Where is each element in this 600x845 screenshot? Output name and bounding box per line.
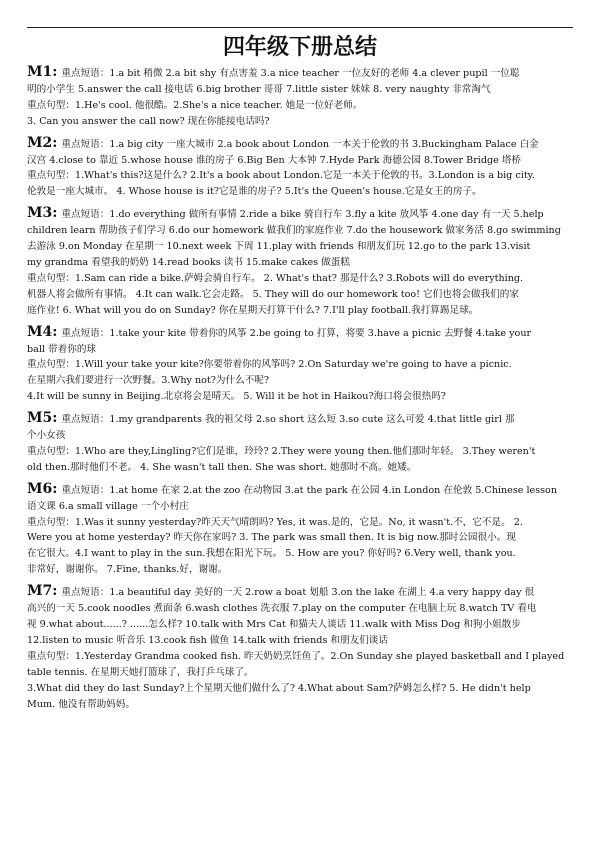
text-line: [27, 499, 573, 515]
text-line: [27, 342, 573, 358]
line-text: 重点句型：1.Yesterday Grandma cooked fish. 昨天奶奶烹饪鱼了。2.On Sunday she played basketball and I played: [27, 650, 565, 662]
line-text: 重点短语：1.a beautiful day 美好的一天 2.row a boat 划船 3.on the lake 在湖上 4.a very happy day 很: [61, 587, 535, 599]
text-line: [27, 325, 573, 342]
text-line: [27, 255, 573, 271]
line-text: 重点短语：1.at home 在家 2.at the zoo 在动物园 3.at the park 在公园 4.in London 在伦敦 5.Chinese lesson: [61, 484, 558, 496]
text-line: [27, 665, 573, 681]
text-line: [27, 271, 573, 287]
line-text: 汉宫 4.close to 靠近 5.whose house 谁的房子 6.Big Ben 大本钟 7.Hyde Park 海德公园 8.Tower Bridge 塔桥: [27, 154, 522, 166]
line-text: 高兴的一天 5.cook noodles 煮面条 6.wash clothes 洗衣服 7.play on the computer 在电脑上玩 8.watch TV 看电: [27, 603, 537, 615]
text-line: [27, 601, 573, 617]
text-line: [27, 697, 573, 713]
text-line: [27, 153, 573, 169]
line-text: Were you at home yesterday? 昨天你在家吗? 3. The park was small then. It is big now.那时公园很小。现: [27, 532, 516, 544]
text-line: [27, 428, 573, 444]
line-text: children learn 帮助孩子们学习 6.do our homework 做我们的家庭作业 7.do the housework 做家务活 8.go swimming: [27, 225, 561, 237]
section-m2: [27, 136, 573, 201]
line-text: 4.It will be sunny in Beijing.北京将会是晴天。 5. Will it be hot in Haikou?海口将会很热吗?: [27, 391, 446, 403]
sections-container: [27, 65, 573, 712]
section-m3: [27, 206, 573, 318]
line-text: 重点短语：1.a big city 一座大城市 2.a book about London 一本关于伦敦的书 3.Buckingham Palace 白金: [61, 138, 539, 150]
line-text: ball 带着你的球: [27, 343, 97, 355]
text-line: [27, 303, 573, 319]
text-line: [27, 562, 573, 578]
section-m5: [27, 411, 573, 476]
text-line: [27, 633, 573, 649]
text-line: [27, 649, 573, 665]
line-text: 语文课 6.a small village 一个小村庄: [27, 500, 189, 512]
line-text: 3. Can you answer the call now? 现在你能接电话吗?: [27, 115, 270, 127]
line-text: 重点句型：1.He's cool. 他很酷。2.She's a nice teacher. 她是一位好老师。: [27, 99, 363, 111]
module-heading: M2:: [27, 135, 58, 151]
section-m4: [27, 325, 573, 406]
text-line: [27, 460, 573, 476]
text-line: [27, 168, 573, 184]
section-m7: [27, 584, 573, 712]
text-line: [27, 184, 573, 200]
text-line: [27, 546, 573, 562]
line-text: 个小女孩: [27, 430, 66, 442]
text-line: [27, 98, 573, 114]
page-title: 四年级下册总结: [222, 35, 377, 60]
line-text: old then.那时他们不老。 4. She wasn't tall then. She was short. 她那时不高。她矮。: [27, 461, 417, 473]
line-text: 庭作业! 6. What will you do on Sunday? 你在星期天打算干什么? 7.I'll play football.我打算踢足球。: [27, 304, 479, 316]
line-text: 重点短语：1.my grandparents 我的祖父母 2.so short 这么短 3.so cute 这么可爱 4.that little girl 那: [61, 414, 515, 426]
text-line: [27, 82, 573, 98]
text-line: [27, 136, 573, 153]
line-text: 视 9.what about......? ......怎么样? 10.talk with Mrs Cat 和猫夫人谈话 11.walk with Miss Dog 和狗小姐散步: [27, 619, 521, 630]
text-line: [27, 482, 573, 499]
text-line: [27, 223, 573, 239]
text-line: [27, 681, 573, 697]
text-line: [27, 65, 573, 82]
line-text: 去游泳 9.on Monday 在星期一 10.next week 下周 11.play with friends 和朋友们玩 12.go to the park 13.visit: [27, 241, 531, 253]
text-line: [27, 584, 573, 601]
line-text: 非常好，谢谢你。 7.Fine, thanks.好，谢谢。: [27, 564, 228, 576]
text-line: [27, 617, 573, 633]
line-text: 机器人将会做所有事情。 4.It can walk.它会走路。 5. They will do our homework too! 它们也将会做我们的家: [27, 288, 519, 300]
top-rule: [27, 27, 573, 28]
module-heading: M3:: [27, 206, 58, 222]
text-line: [27, 239, 573, 255]
line-text: 明的小学生 5.answer the call 接电话 6.big brother 哥哥 7.little sister 妹妹 8. very naughty 非常淘气: [27, 83, 491, 95]
line-text: 重点句型：1.Sam can ride a bike.萨姆会骑自行车。 2. What's that? 那是什么? 3.Robots will do everything.: [27, 272, 524, 284]
line-text: 重点短语：1.do everything 做所有事情 2.ride a bike 骑自行车 3.fly a kite 放风筝 4.one day 有一天 5.help: [61, 209, 544, 221]
module-heading: M6:: [27, 481, 58, 497]
line-text: 重点短语：1.take your kite 带着你的风筝 2.be going to 打算，将要 3.have a picnic 去野餐 4.take your: [61, 327, 532, 339]
section-m6: [27, 482, 573, 578]
text-line: [27, 373, 573, 389]
text-line: [27, 206, 573, 223]
line-text: 重点句型：1.What's this?这是什么? 2.It's a book about London.它是一本关于伦敦的书。3.London is a big city.: [27, 170, 535, 182]
text-line: [27, 530, 573, 546]
line-text: 3.What did they do last Sunday?上个星期天他们做什么了? 4.What about Sam?萨姆怎么样? 5. He didn't help: [27, 682, 531, 694]
line-text: Mum. 他没有帮助妈妈。: [27, 698, 135, 710]
text-line: [27, 389, 573, 405]
line-text: 重点句型：1.Who are they,Lingling?它们是谁，玲玲? 2.They were young then.他们那时年轻。 3.They weren't: [27, 445, 536, 457]
module-heading: M4:: [27, 324, 58, 340]
text-line: [27, 411, 573, 428]
text-line: [27, 357, 573, 373]
line-text: 重点句型：1.Will your take your kite?你要带着你的风筝吗? 2.On Saturday we're going to have a picnic.: [27, 359, 512, 371]
line-text: 重点句型：1.Was it sunny yesterday?昨天天气晴朗吗? Yes, it was.是的，它是。No, it wasn't.不，它不是。 2.: [27, 516, 523, 528]
line-text: 重点短语：1.a bit 稍微 2.a bit shy 有点害羞 3.a nice teacher 一位友好的老师 4.a clever pupil 一位聪: [61, 68, 520, 79]
text-line: [27, 287, 573, 303]
section-m1: [27, 65, 573, 130]
line-text: 伦敦是一座大城市。 4. Whose house is it?它是谁的房子? 5.It's the Queen's house.它是女王的房子。: [27, 186, 482, 198]
module-heading: M1:: [27, 65, 58, 80]
module-heading: M5:: [27, 411, 58, 427]
line-text: my grandma 看望我的奶奶 14.read books 读书 15.make cakes 做蛋糕: [27, 256, 350, 268]
text-line: [27, 515, 573, 531]
line-text: 12.listen to music 听音乐 13.cook fish 做鱼 14.talk with friends 和朋友们谈话: [27, 634, 388, 646]
text-line: [27, 444, 573, 460]
text-line: [27, 114, 573, 130]
line-text: 在它很大。4.I want to play in the sun.我想在阳光下玩。 5. How are you? 你好吗? 6.Very well, thank you.: [27, 548, 516, 560]
line-text: 在星期六我们要进行一次野餐。3.Why not?为什么不呢?: [27, 375, 270, 387]
line-text: table tennis. 在星期天她打篮球了，我打乒乓球了。: [27, 666, 254, 678]
module-heading: M7:: [27, 584, 58, 600]
